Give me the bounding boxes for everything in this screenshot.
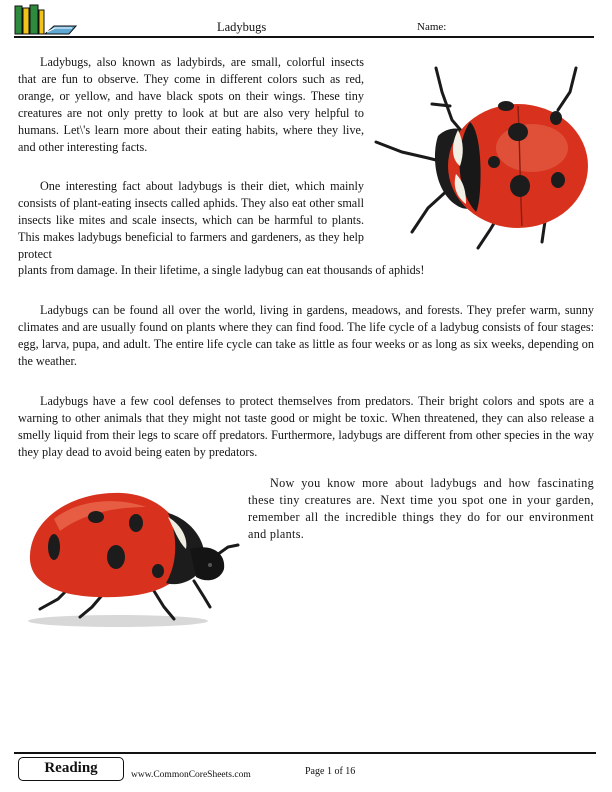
books-icon xyxy=(14,4,78,36)
paragraph-intro: Ladybugs, also known as ladybirds, are small, colorful insects that are fun to observe. They come in different colors such as red, orange, or yellow, and have black spots on their wings. These tiny creatures are not only pretty to look at but are also very helpful to humans. Let\'s learn more about their eating habits, where they live, and other interesting facts. xyxy=(18,55,364,154)
ladybug-photo-bottom xyxy=(18,483,242,629)
page-title: Ladybugs xyxy=(217,20,267,34)
ladybug-photo-top xyxy=(372,62,594,262)
paragraph-conclusion: Now you know more about ladybugs and how fascinating these tiny creatures are. Next time you spot one in your garden, remember all the incredible things they do for our environment and plants. xyxy=(248,476,594,541)
paragraph-defenses: Ladybugs have a few cool defenses to protect themselves from predators. Their bright colors and spots are a warning to other animals that they might not taste good or might be toxic. When threatened, they can also release a smelly liquid from their legs to scare off predators. Furthermore, ladybugs are different from other species in the way they play dead to avoid being eaten by predators. xyxy=(18,394,594,459)
paragraph-diet-continued: plants from damage. In their lifetime, a single ladybug can eat thousands of aphids! xyxy=(18,263,425,277)
footer-divider xyxy=(14,752,596,754)
page-header xyxy=(0,0,612,40)
name-label: Name: xyxy=(417,21,447,33)
website-link[interactable]: www.CommonCoreSheets.com xyxy=(131,770,251,780)
page-number: Page 1 of 16 xyxy=(305,766,356,777)
header-divider xyxy=(14,36,594,38)
paragraph-habitat: Ladybugs can be found all over the world, living in gardens, meadows, and forests. They prefer warm, sunny climates and are usually found on plants where they can find food. The life cycle of a ladybug consists of four stages: egg, larva, pupa, and adult. The entire life cycle can take as little as four weeks or as long as six weeks, depending on the weather. xyxy=(18,303,594,368)
paragraph-diet: One interesting fact about ladybugs is their diet, which mainly consists of plant-eating insects called aphids. They also eat other small insects like mites and scale insects, which can be harmful to plants. This makes ladybugs beneficial to farmers and gardeners, as they help protect xyxy=(18,179,364,261)
subject-badge: Reading xyxy=(18,757,124,781)
